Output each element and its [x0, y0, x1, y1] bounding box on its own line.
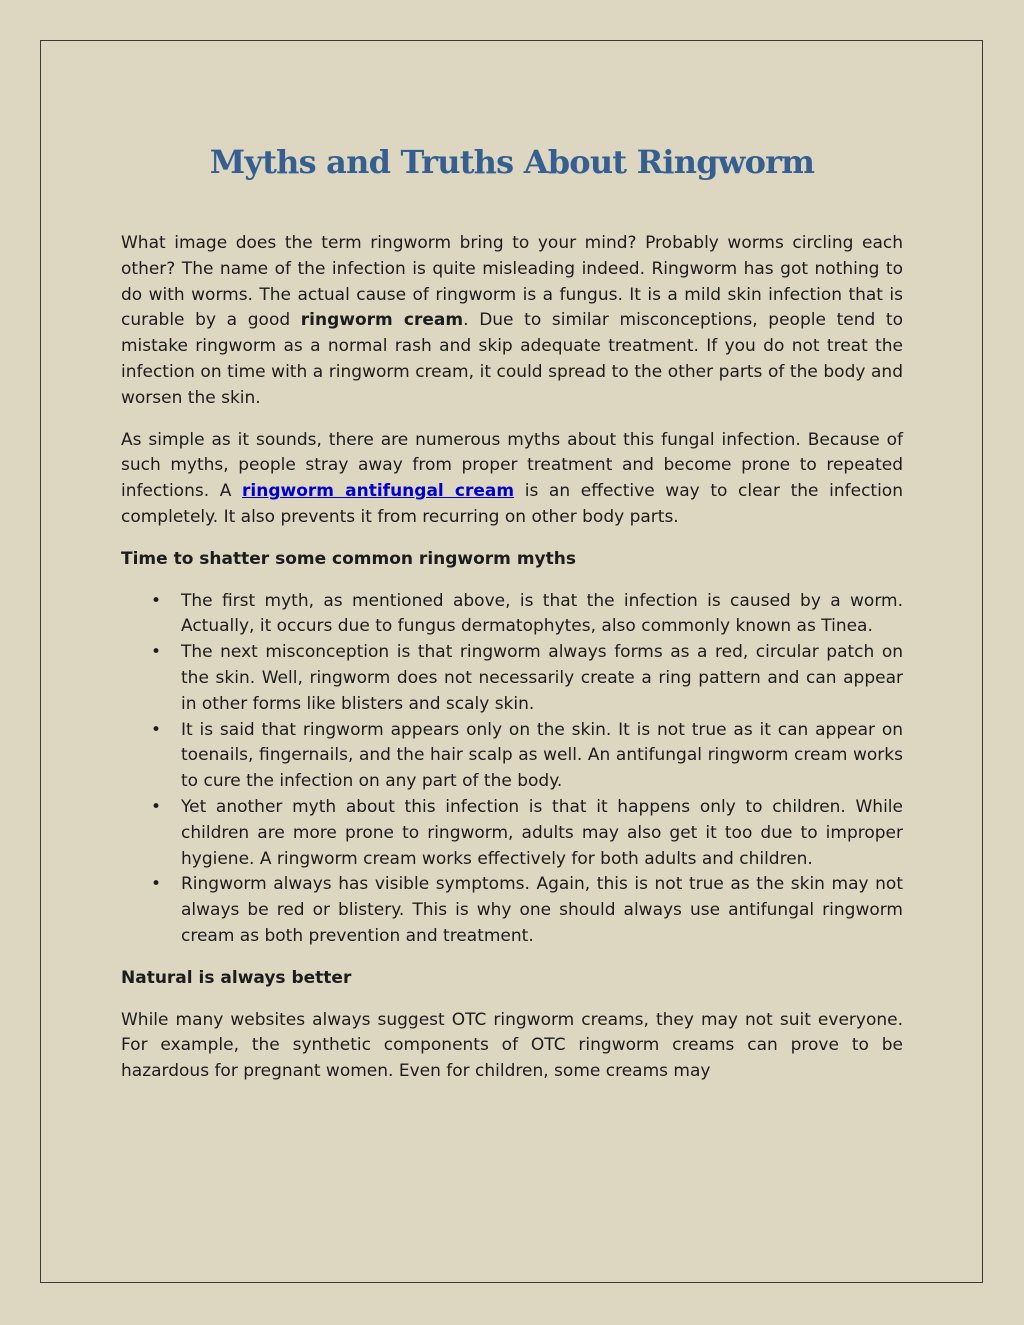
myth-text: The next misconception is that ringworm always forms as a red, circular patch on the skin. Well, ringworm does not necessarily create a ring pattern and can appear in other forms like blisters and scaly skin. [181, 642, 903, 714]
myths-intro-paragraph [121, 428, 903, 531]
myth-text: It is said that ringworm appears only on the skin. It is not true as it can appear on toenails, fingernails, and the hair scalp as well. An antifungal ringworm cream works to cure the infection on any part of the body. [181, 719, 903, 792]
myths-heading: Time to shatter some common ringworm myths [121, 548, 576, 569]
bullet-icon: • [151, 796, 162, 817]
natural-paragraph: While many websites always suggest OTC ringworm creams, they may not suit everyone. For example, the synthetic components of OTC ringworm creams can prove to be hazardous for pregnant women. Even for children, some creams may [121, 1009, 903, 1082]
intro-bold-phrase: ringworm cream [300, 310, 464, 331]
bullet-icon: • [151, 719, 162, 740]
myth-item [121, 872, 903, 949]
bullet-icon: • [151, 874, 162, 895]
myths-intro-text-start: As simple as it sounds, there are numerous myths about this fungal infection. Because of such myths, people stray away from proper treatment and become prone to repeated infections. A [121, 429, 903, 502]
myth-text: Ringworm always has visible symptoms. Again, this is not true as the skin may not always be red or blistery. This is why one should always use antifungal ringworm cream as both prevention and treatment. [181, 874, 903, 946]
myth-text: Yet another myth about this infection is that it happens only to children. While children are more prone to ringworm, adults may also get it too due to improper hygiene. A ringworm cream works effectively for both adults and children. [181, 796, 903, 869]
document-body [121, 231, 903, 1101]
myths-list [121, 589, 903, 950]
myth-item [121, 589, 903, 641]
bullet-icon: • [151, 642, 162, 663]
myth-text: The first myth, as mentioned above, is that the infection is caused by a worm. Actually, it occurs due to fungus dermatophytes, also commonly known as Tinea. [181, 590, 903, 637]
intro-paragraph [121, 231, 903, 412]
document-title: Myths and Truths About Ringworm [209, 143, 815, 181]
myth-item [121, 640, 903, 717]
myth-item [121, 795, 903, 872]
antifungal-cream-link[interactable]: ringworm antifungal cream [242, 481, 515, 502]
myth-item [121, 718, 903, 795]
myths-intro-text-end: is an effective way to clear the infection completely. It also prevents it from recurring on other body parts. [121, 481, 903, 527]
intro-text-start: What image does the term ringworm bring to your mind? Probably worms circling each other? The name of the infection is quite misleading indeed. Ringworm has got nothing to do with worms. The actual cause of ringworm is a fungus. It is a mild skin infection that is curable by a good [121, 233, 903, 331]
natural-heading: Natural is always better [121, 967, 352, 988]
bullet-icon: • [151, 590, 162, 611]
intro-text-end: . Due to similar misconceptions, people tend to mistake ringworm as a normal rash and skip adequate treatment. If you do not treat the infection on time with a ringworm cream, it could spread to the other parts of the body and worsen the skin. [121, 310, 903, 408]
